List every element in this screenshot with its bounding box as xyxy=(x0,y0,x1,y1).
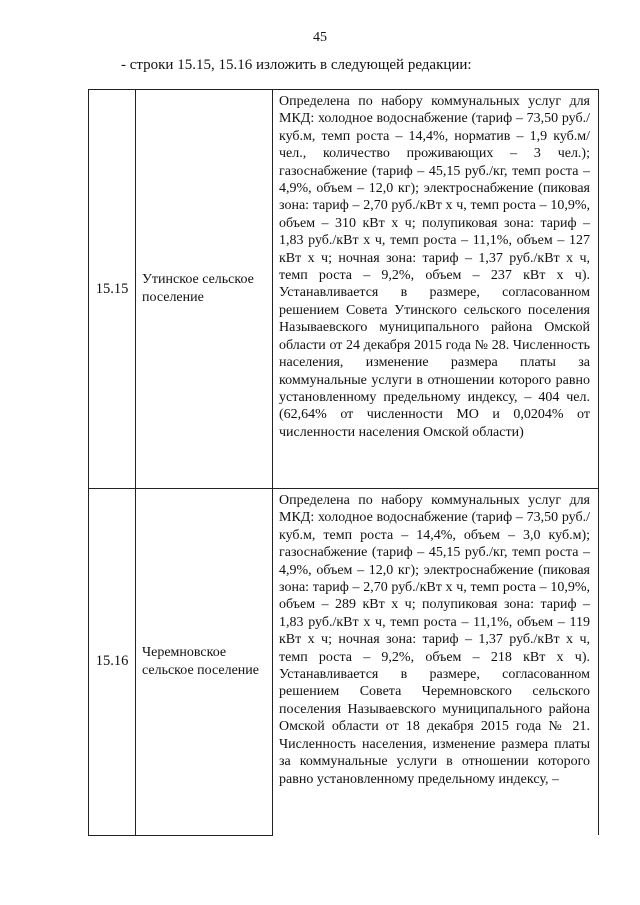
tariff-table xyxy=(88,89,599,836)
table-row xyxy=(89,489,599,836)
row-number: 15.16 xyxy=(89,489,136,836)
row-description: Определена по набору коммунальных услуг для МКД: холодное водоснабжение (тариф – 73,50 руб./куб.м, темп роста – 14,4%, норматив – 1,9 куб.м/чел., количество проживающих – 3 чел.); газоснабжение (тариф – 45,15 руб./кг, темп роста – 4,9%, объем – 12,0 кг); электроснабжение (пиковая зона: тариф – 2,70 руб./кВт х ч, темп роста – 10,9%, объем – 310 кВт х ч; полупиковая зона: тариф – 1,83 руб./кВт х ч, темп роста – 11,1%, объем – 127 кВт х ч; ночная зона: тариф – 1,37 руб./кВт х ч, темп роста – 9,2%, объем – 237 кВт х ч). Устанавливается в размере, согласованном решением Совета Утинского сельского поселения Называевского муниципального района Омской области от 24 декабря 2015 года № 28. Численность населения, изменение размера платы за коммунальные услуги в отношении которого равно установленному предельному индексу, – 404 чел. (62,64% от численности МО и 0,0204% от численности населения Омской области) xyxy=(273,90,599,489)
page-number: 45 xyxy=(313,30,327,45)
settlement-name: Утинское сельское поселение xyxy=(136,90,273,489)
row-number: 15.15 xyxy=(89,90,136,489)
row-description: Определена по набору коммунальных услуг для МКД: холодное водоснабжение (тариф – 73,50 руб./куб.м, темп роста – 14,4%, объем – 3,0 куб.м); газоснабжение (тариф – 45,15 руб./кг, темп роста – 4,9%, объем – 12,0 кг); электроснабжение (пиковая зона: тариф – 2,70 руб./кВт х ч, темп роста – 10,9%, объем – 289 кВт х ч; полупиковая зона: тариф – 1,83 руб./кВт х ч, темп роста – 11,1%, объем – 119 кВт х ч; ночная зона: тариф – 1,37 руб./кВт х ч, темп роста – 9,2%, объем – 218 кВт х ч). Устанавливается в размере, согласованном решением Совета Черемновского сельского поселения Называевского муниципального района Омской области от 18 декабря 2015 года № 21. Численность населения, изменение размера платы за коммунальные услуги в отношении которого равно установленному предельному индексу, – xyxy=(273,489,599,836)
intro-text: - строки 15.15, 15.16 изложить в следующей редакции: xyxy=(121,57,472,73)
settlement-name: Черемновское сельское поселение xyxy=(136,489,273,836)
table-row xyxy=(89,90,599,489)
